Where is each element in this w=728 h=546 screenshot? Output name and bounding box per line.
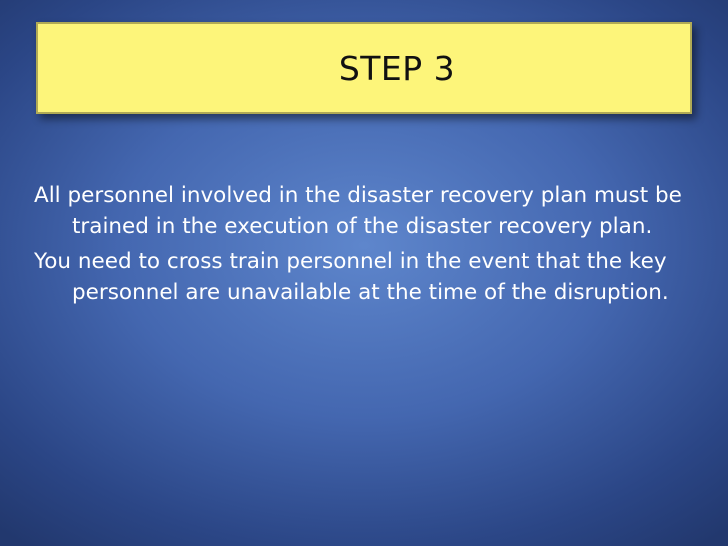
paragraph-2: You need to cross train personnel in the event that the key personnel are unavailable at the time of the disruption. [34, 249, 669, 305]
title-box [36, 22, 692, 114]
slide-body [34, 180, 694, 312]
slide-title: STEP 3 [338, 48, 456, 88]
paragraph-1: All personnel involved in the disaster recovery plan must be trained in the execution of the disaster recovery plan. [34, 183, 682, 239]
